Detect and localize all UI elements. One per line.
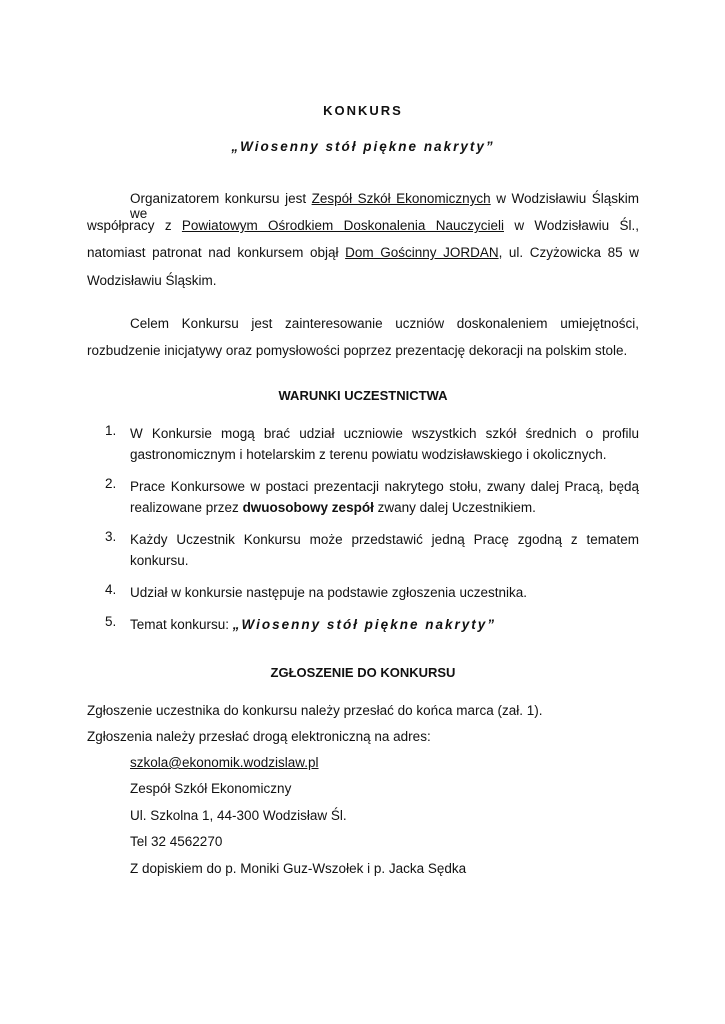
list-number: 2.: [105, 476, 117, 491]
intro-text: w Wodzisławiu Śląskim we: [130, 191, 639, 221]
list-text-part: realizowane przez: [130, 500, 243, 515]
list-number: 1.: [105, 423, 117, 438]
intro-text: , ul. Czyżowicka 85 w: [498, 245, 639, 260]
list-text-part: Temat konkursu:: [130, 617, 233, 632]
list-text: [130, 582, 639, 603]
intro-line-2: [87, 218, 639, 233]
list-line: W Konkursie mogą brać udział uczniowie wszystkich szkół średnich o profilu: [130, 426, 639, 441]
school-name: Zespół Szkół Ekonomiczny: [130, 781, 292, 796]
conditions-heading: WARUNKI UCZESTNICTWA: [278, 388, 448, 403]
school-address: Ul. Szkolna 1, 44-300 Wodzisław Śl.: [130, 808, 347, 823]
intro-text: współpracy z: [87, 218, 182, 233]
list-line: gastronomicznym i hotelarskim z terenu powiatu wodzisławskiego i okolicznych.: [130, 447, 607, 462]
list-line: [130, 614, 639, 635]
patron-link[interactable]: Dom Gościnny JORDAN: [345, 245, 499, 260]
intro-line-3: [87, 245, 639, 260]
list-text: [130, 529, 639, 571]
list-line: konkursu.: [130, 553, 189, 568]
school-phone: Tel 32 4562270: [130, 834, 223, 849]
application-note: Z dopiskiem do p. Moniki Guz-Wszołek i p. Jacka Sędka: [130, 861, 467, 876]
goal-line-2: rozbudzenie inicjatywy oraz pomysłowości poprzez prezentację dekoracji na polskim stole.: [87, 343, 628, 358]
list-line: Udział w konkursie następuje na podstawie zgłoszenia uczestnika.: [130, 585, 527, 600]
intro-line-4: Wodzisławiu Śląskim.: [87, 273, 217, 288]
bold-text: dwuosobowy zespół: [242, 500, 374, 515]
goal-line-1: Celem Konkursu jest zainteresowanie uczniów doskonaleniem umiejętności,: [130, 316, 639, 331]
list-text: [130, 476, 639, 518]
intro-text: w Wodzisławiu Śl.,: [504, 218, 639, 233]
application-heading: ZGŁOSZENIE DO KONKURSU: [270, 665, 456, 680]
list-line: Każdy Uczestnik Konkursu może przedstawić jedną Pracę zgodną z tematem: [130, 532, 639, 547]
email-link[interactable]: szkola@ekonomik.wodzislaw.pl: [130, 755, 319, 770]
list-line: Prace Konkursowe w postaci prezentacji nakrytego stołu, zwany dalej Pracą, będą: [130, 479, 639, 494]
list-number: 4.: [105, 582, 117, 597]
partner-link[interactable]: Powiatowym Ośrodkiem Doskonalenia Nauczycieli: [181, 218, 504, 233]
list-number: 5.: [105, 614, 117, 629]
list-text: [130, 614, 639, 635]
application-line-2: Zgłoszenia należy przesłać drogą elektroniczną na adres:: [87, 729, 431, 744]
list-number: 3.: [105, 529, 117, 544]
list-line: [130, 497, 639, 518]
document-title: KONKURS: [323, 103, 403, 118]
intro-text: Organizatorem konkursu jest: [130, 191, 312, 206]
document-subtitle: „Wiosenny stół piękne nakryty”: [231, 139, 495, 154]
application-line-1: Zgłoszenie uczestnika do konkursu należy przesłać do końca marca (zał. 1).: [87, 703, 543, 718]
intro-text: natomiast patronat nad konkursem objął: [87, 245, 346, 260]
list-text-part: zwany dalej Uczestnikiem.: [373, 500, 536, 515]
organizer-link[interactable]: Zespół Szkół Ekonomicznych: [311, 191, 491, 206]
list-text: [130, 423, 639, 465]
intro-line-1: [87, 191, 639, 221]
theme-text: „Wiosenny stół piękne nakryty”: [232, 617, 496, 632]
